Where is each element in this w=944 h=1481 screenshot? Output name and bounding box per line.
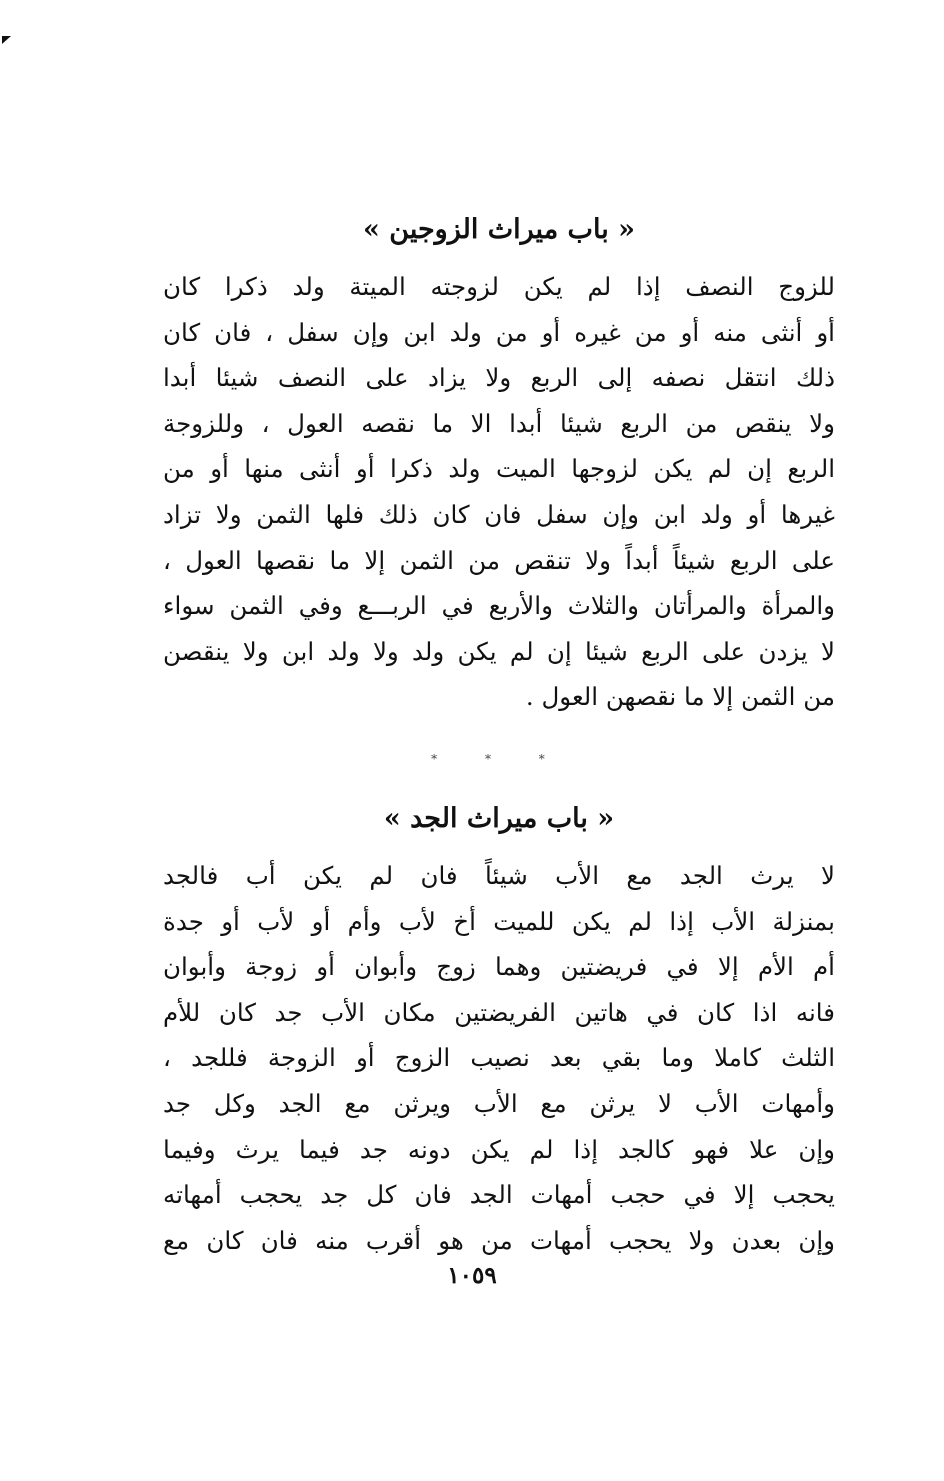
section-text — [163, 264, 835, 720]
text-line: والمرأة والمرأتان والثلاث والأربع في الربـــع وفي الثمن سواء — [163, 591, 835, 621]
corner-mark — [2, 36, 11, 44]
text-line: فانه اذا كان في هاتين الفريضتين مكان الأب جد كان للأم — [163, 997, 835, 1027]
text-line: وأمهات الأب لا يرثن مع الأب ويرثن مع الجد وكل جد — [163, 1088, 835, 1118]
section-heading: « باب ميراث الزوجين » — [363, 214, 635, 245]
text-line: للزوج النصف إذا لم يكن لزوجته الميتة ولد ذكرا كان — [163, 272, 835, 301]
text-line: يحجب إلا في حجب أمهات الجد فان كل جد يحجب أمهاته — [163, 1180, 835, 1210]
text-line: بمنزلة الأب إذا لم يكن للميت أخ لأب وأم أو لأب أو جدة — [163, 906, 835, 936]
text-line: على الربع شيئاً أبداً ولا تنقص من الثمن إلا ما نقصها العول ، — [163, 545, 835, 575]
section-separator: * * * — [431, 751, 567, 766]
text-line: لا يزدن على الربع شيئا إن لم يكن ولد ولا ولد ابن ولا ينقصن — [163, 636, 835, 666]
text-line: لا يرث الجد مع الأب شيئاً فان لم يكن أب فالجد — [163, 860, 835, 890]
text-line: الثلث كاملا وما بقي بعد نصيب الزوج أو الزوجة فللجد ، — [163, 1043, 835, 1073]
section-heading: « باب ميراث الجد » — [383, 802, 615, 834]
page-body — [163, 205, 835, 1263]
text-line: الربع إن لم يكن لزوجها الميت ولد ذكرا أو أنثى منها أو من — [163, 454, 835, 484]
text-line: غيرها أو ولد ابن وإن سفل فان كان ذلك فلها الثمن ولا تزاد — [163, 499, 835, 529]
section-spouses-inheritance — [163, 205, 835, 720]
section-grandfather-inheritance — [163, 794, 835, 1263]
text-line: من الثمن إلا ما نقصهن العول . — [525, 682, 835, 712]
text-line: وإن علا فهو كالجد إذا لم يكن دونه جد فيما يرث وفيما — [163, 1134, 835, 1164]
text-line: أو أنثى منه أو من غيره أو من ولد ابن وإن سفل ، فان كان — [163, 317, 835, 347]
section-text — [163, 853, 835, 1263]
text-line: وإن بعدن ولا يحجب أمهات من هو أقرب منه فان كان مع — [163, 1225, 835, 1255]
text-line: أم الأم إلا في فريضتين وهما زوج وأبوان أو زوجة وأبوان — [163, 952, 835, 982]
text-line: ذلك انتقل نصفه إلى الربع ولا يزاد على النصف شيئا أبدا — [163, 363, 835, 393]
text-line: ولا ينقص من الربع شيئا أبدا الا ما نقصه العول ، وللزوجة — [163, 408, 835, 438]
page-number: ١٠٥٩ — [447, 1262, 497, 1289]
